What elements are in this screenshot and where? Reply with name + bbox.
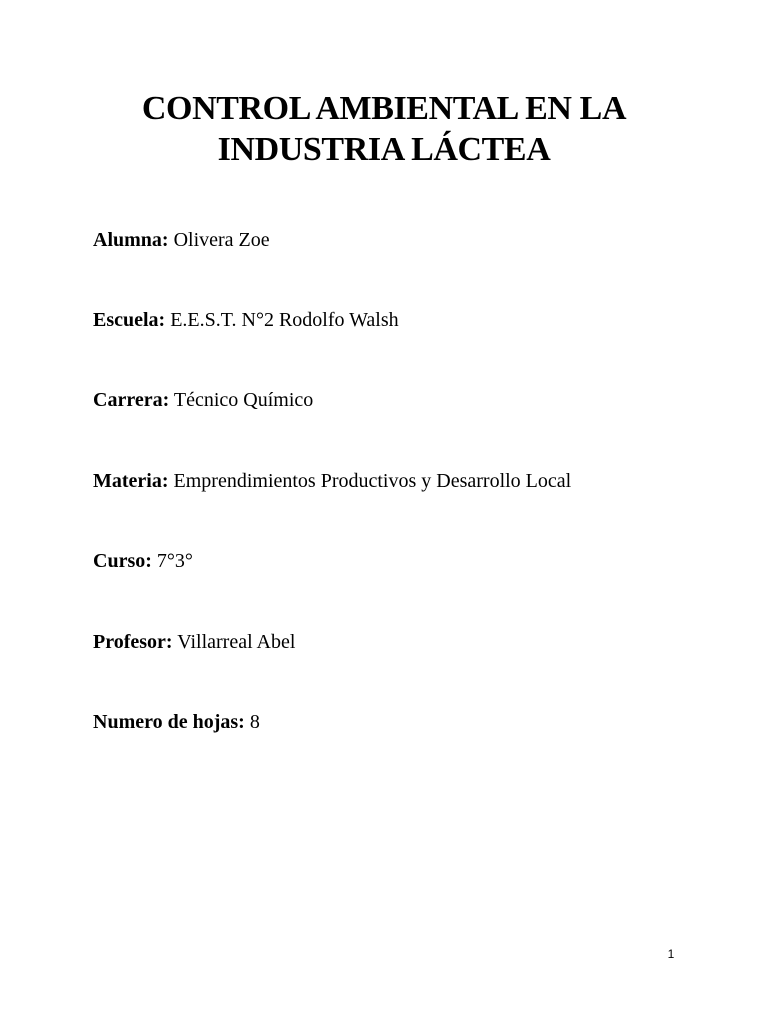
- field-value-carrera: Técnico Químico: [173, 389, 314, 411]
- field-materia: [93, 469, 571, 493]
- page-number: 1: [667, 947, 675, 961]
- field-label-escuela: Escuela:: [93, 309, 166, 331]
- field-value-alumna: Olivera Zoe: [173, 229, 270, 251]
- field-escuela: [93, 308, 399, 332]
- field-curso: [93, 549, 193, 573]
- field-label-carrera: Carrera:: [93, 389, 170, 411]
- field-profesor: [93, 630, 295, 654]
- field-value-curso: 7°3°: [156, 550, 193, 572]
- field-label-alumna: Alumna:: [93, 229, 169, 251]
- field-label-materia: Materia:: [93, 470, 169, 492]
- field-value-materia: Emprendimientos Productivos y Desarrollo Local: [173, 470, 572, 492]
- field-carrera: [93, 388, 313, 412]
- document-title: [0, 88, 768, 170]
- field-label-curso: Curso:: [93, 550, 152, 572]
- title-line-1: CONTROL AMBIENTAL EN LA: [141, 90, 627, 127]
- field-label-profesor: Profesor:: [93, 631, 173, 653]
- field-value-escuela: E.E.S.T. N°2 Rodolfo Walsh: [170, 309, 399, 331]
- field-label-numero-de-hojas: Numero de hojas:: [93, 711, 245, 733]
- title-line-2: INDUSTRIA LÁCTEA: [217, 131, 551, 168]
- field-value-numero-de-hojas: 8: [249, 711, 260, 733]
- field-value-profesor: Villarreal Abel: [177, 631, 296, 653]
- field-alumna: [93, 228, 270, 252]
- field-numero-de-hojas: [93, 710, 260, 734]
